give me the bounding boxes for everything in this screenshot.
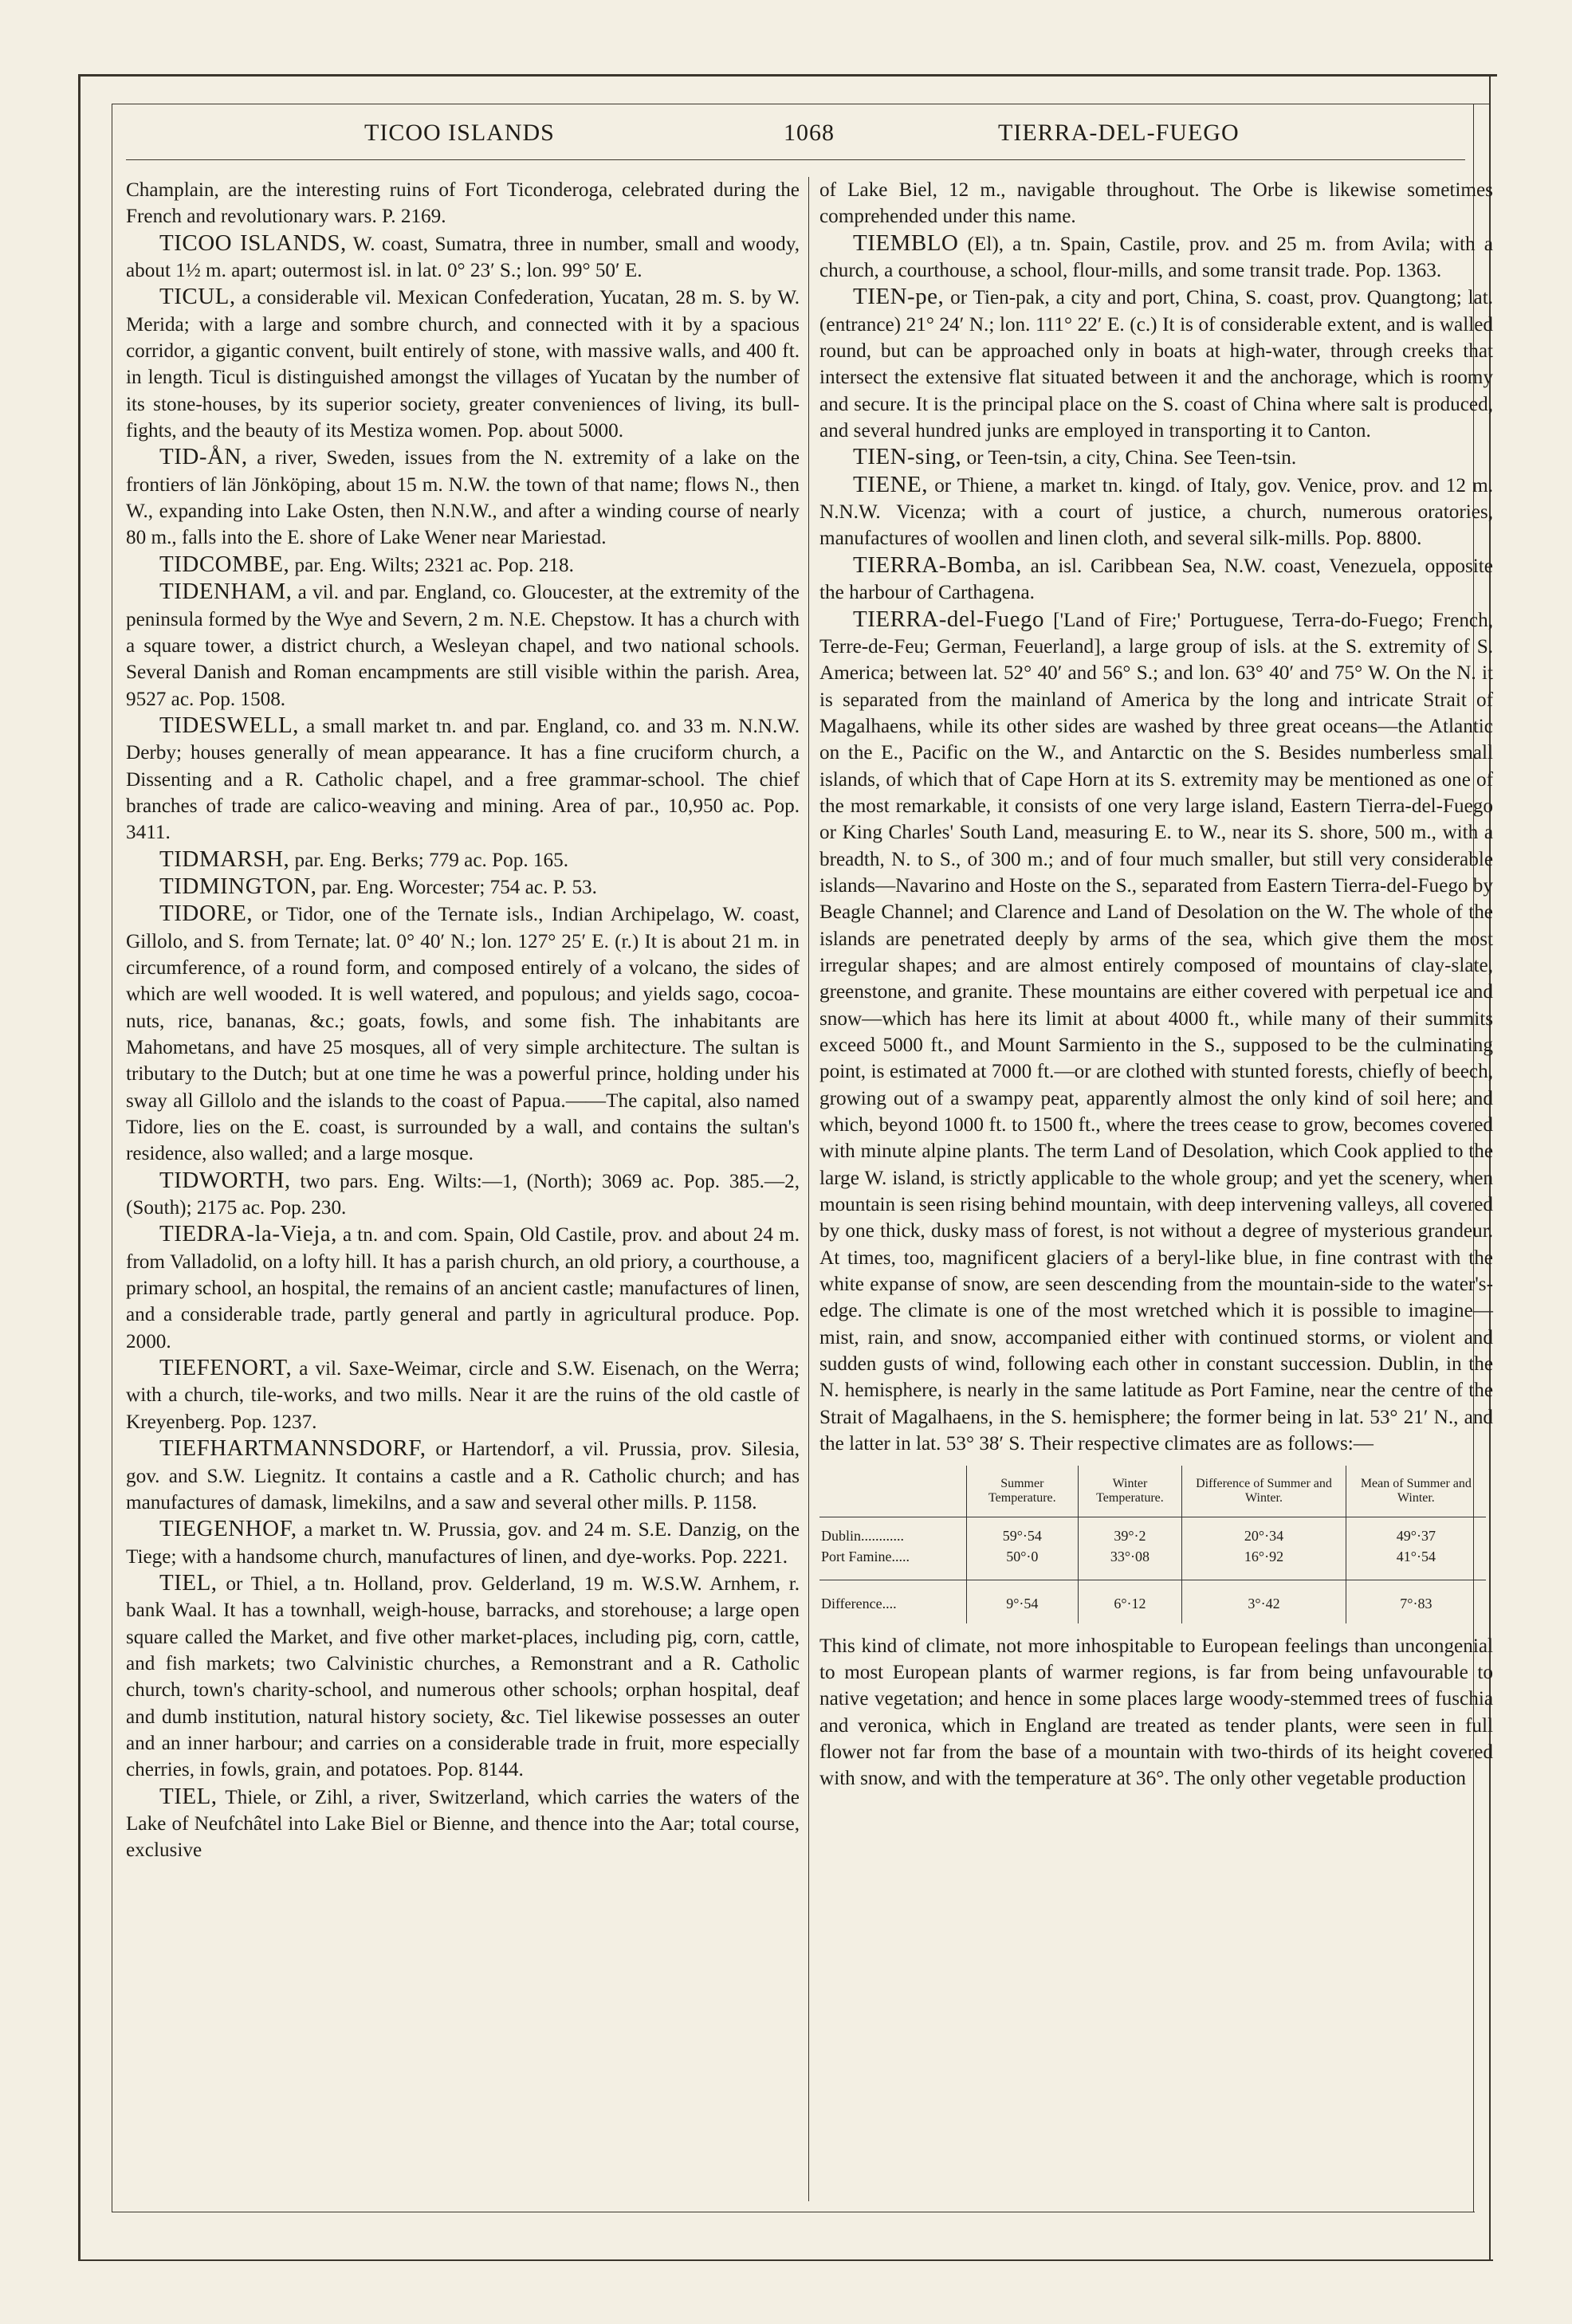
entry-headword: TIDMARSH,	[159, 846, 290, 872]
paragraph-continued: Champlain, are the interesting ruins of Fort Ticonderoga, celebrated during the French and revolutionary wars. P. 2169.	[126, 179, 800, 228]
entry-text: an isl. Caribbean Sea, N.W. coast, Venezuela, opposite the harbour of Carthagena.	[819, 555, 1493, 604]
gazetteer-entry	[126, 873, 800, 901]
entry-headword: TIEFENORT,	[159, 1355, 293, 1381]
frame-left-rule	[78, 74, 81, 2259]
gazetteer-entry	[126, 1570, 800, 1784]
table-cell: 59°·54	[967, 1517, 1079, 1546]
table-cell: 41°·54	[1346, 1546, 1486, 1580]
row-label: Difference....	[819, 1580, 967, 1623]
climate-col-difference: Difference of Summer and Winter.	[1182, 1466, 1346, 1517]
climate-col-mean: Mean of Summer and Winter.	[1346, 1466, 1486, 1517]
gazetteer-entry	[819, 472, 1493, 552]
right-column	[819, 177, 1493, 1792]
paragraph-continued: of Lake Biel, 12 m., navigable throughout. The Orbe is likewise sometimes comprehended under this name.	[819, 179, 1493, 228]
entry-text: a considerable vil. Mexican Confederation, Yucatan, 28 m. S. by W. Merida; with a large and sombre church, and connected with it by a spacious corridor, a gigantic convent, built entirely of stone, with massive walls, and 400 ft. in length. Ticul is distinguished amongst the villages of Yucatan by the number of its stone-houses, by its superior society, greater conveniences of living, its bull-fights, and the beauty of its Mestiza women. Pop. about 5000.	[126, 287, 800, 442]
entry-text: ['Land of Fire;' Portuguese, Terra-do-Fuego; French, Terre-de-Feu; German, Feuerland], a large group of isls. at the S. extremity of S. America; between lat. 52° 40′ and 56° S.; and lon. 63° 40′ and 75° W. On the N. it is separated from the mainland of America by the long and intricate Strait of Magalhaens, while its other sides are washed by three great oceans—the Atlantic on the E., Pacific on the W., and Antarctic on the S. Besides numberless small islands, of which that of Cape Horn at its S. extremity may be mentioned as one of the most remarkable, it consists of one very large island, Eastern Tierra-del-Fuego or King Charles' South Land, measuring E. to W., near its S. shore, 500 m., with a breadth, N. to S., of 300 m.; and of four much smaller, but still very considerable islands—Navarino and Hoste on the S., separated from Eastern Tierra-del-Fuego by Beagle Channel; and Clarence and Land of Desolation on the W. The whole of the islands are penetrated deeply by arms of the sea, which give them the most irregular shapes; and are almost entirely composed of mountains of clay-slate, greenstone, and granite. These mountains are either covered with perpetual ice and snow—which has here its limit at about 4000 ft., while many of their summits exceed 5000 ft., and Mount Sarmiento in the S., supposed to be the culminating point, is estimated at 7000 ft.—or are clothed with stunted forests, chiefly of beech, growing out of a swampy peat, apparently almost the only kind of soil here; and which, beyond 1000 ft. to 1500 ft., where the trees cease to grow, becomes covered with minute alpine plants. The term Land of Desolation, which Cook applied to the large W. island, is strictly applicable to the whole group; and yet the scenery, when mountain is seen rising behind mountain, with deep intervening valleys, all covered by one thick, dusky mass of forest, is not without a degree of mysterious grandeur. At times, too, magnificent glaciers of a beryl-like blue, in fine contrast with the white expanse of snow, are seen descending from the mountain-side to the water's-edge. The climate is one of the most wretched which it is possible to imagine—mist, rain, and snow, accompanied either with continued storms, or violent and sudden gusts of wind, following each other in constant succession. Dublin, in the N. hemisphere, is nearly in the same latitude as Port Famine, near the centre of the Strait of Magalhaens, in the S. hemisphere; the former being in lat. 53° 21′ N., and the latter in lat. 53° 38′ S. Their respective climates are as follows:—	[819, 609, 1493, 1455]
gazetteer-entry	[819, 552, 1493, 607]
entry-text: or Teen-tsin, a city, China. See Teen-tsin.	[961, 447, 1297, 469]
table-cell: 33°·08	[1078, 1546, 1182, 1580]
table-cell: 9°·54	[967, 1580, 1079, 1623]
entry-headword: TIDESWELL,	[159, 712, 299, 738]
climate-col-winter: Winter Temperature.	[1078, 1466, 1182, 1517]
entry-headword: TIDWORTH,	[159, 1167, 291, 1193]
entry-text: a vil. Saxe-Weimar, circle and S.W. Eisenach, on the Werra; with a church, tile-works, and two mills. Near it are the ruins of the old castle of Kreyenberg. Pop. 1237.	[126, 1358, 800, 1433]
gazetteer-entry	[126, 713, 800, 846]
row-label: Dublin............	[821, 1527, 905, 1544]
entry-text: two pars. Eng. Wilts:—1, (North); 3069 ac. Pop. 385.—2, (South); 2175 ac. Pop. 230.	[126, 1170, 800, 1219]
entry-text: a small market tn. and par. England, co. and 33 m. N.N.W. Derby; houses generally of mean appearance. It has a fine cruciform church, a Dissenting and a R. Catholic chapel, and a free grammar-school. The chief branches of trade are calico-weaving and mining. Area of par., 10,950 ac. Pop. 3411.	[126, 715, 800, 844]
entry-text: a market tn. W. Prussia, gov. and 24 m. S.E. Danzig, on the Tiege; with a handsome church, manufactures of linen, and dye-works. Pop. 2221.	[126, 1519, 800, 1568]
entry-text: par. Eng. Worcester; 754 ac. P. 53.	[316, 876, 597, 898]
table-cell: 3°·42	[1182, 1580, 1346, 1623]
gazetteer-entry	[126, 552, 800, 579]
header-right: TIERRA-DEL-FUEGO	[998, 120, 1240, 146]
entry-headword: TIDMINGTON,	[159, 873, 317, 899]
table-cell: 39°·2	[1078, 1517, 1182, 1546]
entry-headword: TIEN-sing,	[853, 444, 962, 470]
gazetteer-entry	[819, 444, 1493, 471]
entry-text: W. coast, Sumatra, three in number, small and woody, about 1½ m. apart; outermost isl. in lat. 0° 23′ S.; lon. 99° 50′ E.	[126, 233, 800, 282]
entry-headword: TIERRA-del-Fuego	[853, 606, 1044, 632]
table-cell: 7°·83	[1346, 1580, 1486, 1623]
gazetteer-entry	[126, 284, 800, 444]
entry-text: a tn. and com. Spain, Old Castile, prov. and about 24 m. from Valladolid, on a lofty hill. It has a parish church, an old priory, a courthouse, a primary school, an hospital, the remains of an ancient castle; manufactures of linen, and a considerable trade, partly general and partly in agricultural produce. Pop. 2000.	[126, 1224, 800, 1352]
entry-text: par. Eng. Wilts; 2321 ac. Pop. 218.	[289, 554, 574, 576]
table-cell: 6°·12	[1078, 1580, 1182, 1623]
entry-headword: TIDENHAM,	[159, 579, 293, 605]
gazetteer-entry	[126, 579, 800, 713]
entry-headword: TIEFHARTMANNSDORF,	[159, 1435, 426, 1462]
climate-table-header	[819, 1466, 1486, 1517]
entry-text: a vil. and par. England, co. Gloucester, at the extremity of the peninsula formed by the Wye and Severn, 2 m. N.E. Chepstow. It has a church with a square tower, a district church, a Wesleyan chapel, and two national schools. Several Danish and Roman encampments are still visible within the parish. Area, 9527 ac. Pop. 1508.	[126, 582, 800, 710]
gazetteer-entry	[126, 1355, 800, 1435]
entry-headword: TIDORE,	[159, 901, 253, 927]
gazetteer-entry	[126, 1221, 800, 1355]
table-cell: 16°·92	[1182, 1546, 1346, 1580]
paragraph-continued: This kind of climate, not more inhospitable to European feelings than uncongenial to most European plants of warmer regions, is far from being unfavourable to native vegetation; and hence in some places large woody-stemmed trees of fuschia and veronica, which in England are treated as tender plants, were seen in full flower not far from the base of a mountain with two-thirds of its height covered with snow, and with the temperature at 36°. The only other vegetable production	[819, 1635, 1493, 1790]
entry-text: or Thiene, a market tn. kingd. of Italy, gov. Venice, prov. and 12 m. N.N.W. Vicenza; with a court of justice, a church, numerous oratories, manufactures of woollen and linen cloth, and several silk-mills. Pop. 8800.	[819, 474, 1493, 550]
climate-row-difference	[819, 1580, 1486, 1623]
running-header	[136, 120, 1459, 158]
header-left: TICOO ISLANDS	[364, 120, 555, 146]
page-number: 1068	[784, 120, 835, 146]
entry-text: or Tien-pak, a city and port, China, S. coast, prov. Quangtong; lat. (entrance) 21° 24′ N.; lon. 111° 22′ E. (c.) It is of considerable extent, and is walled round, but can be approached only in boats at high-water, through creeks that intersect the extensive flat situated between it and the anchorage, which is roomy and secure. It is the principal place on the S. coast of China where salt is produced, and several hundred junks are employed in transporting it to Canton.	[819, 287, 1493, 442]
gazetteer-entry	[126, 901, 800, 1167]
entry-headword: TIEDRA-la-Vieja,	[159, 1221, 337, 1247]
entry-headword: TIENE,	[853, 471, 928, 497]
entry-headword: TICUL,	[159, 284, 236, 310]
left-column	[126, 177, 800, 1864]
table-cell: 49°·37	[1346, 1517, 1486, 1546]
entry-headword: TIEMBLO	[853, 230, 959, 256]
gazetteer-entry	[126, 1435, 800, 1516]
entry-text: or Tidor, one of the Ternate isls., Indian Archipelago, W. coast, Gillolo, and S. from Ternate; lat. 0° 40′ N.; lon. 127° 25′ E. (r.) It is about 21 m. in circumference, of a round form, and composed entirely of a volcano, the sides of which are well wooded. It is well watered, and populous; and yields sago, cocoa-nuts, rice, bananas, &c.; goats, fowls, and some fish. The inhabitants are Mahometans, and have 25 mosques, all of very simple architecture. The sultan is tributary to the Dutch; but at one time he was a powerful prince, holding under his sway all Gillolo and the islands to the coast of Papua.——The capital, also named Tidore, lies on the E. coast, is surrounded by a wall, and contains the sultan's residence, also walled; and a large mosque.	[126, 904, 800, 1165]
gazetteer-entry	[819, 284, 1493, 444]
table-cell: 20°·34	[1182, 1517, 1346, 1546]
table-cell: 50°·0	[967, 1546, 1079, 1580]
entry-headword: TID-ÅN,	[159, 444, 248, 470]
header-rule	[126, 159, 1465, 160]
row-label: Port Famine.....	[821, 1548, 910, 1564]
climate-table-corner	[819, 1466, 967, 1517]
climate-table	[819, 1466, 1486, 1623]
entry-headword: TIEN-pe,	[853, 284, 945, 310]
entry-text: (El), a tn. Spain, Castile, prov. and 25 m. from Avila; with a church, a courthouse, a school, flour-mills, and some transit trade. Pop. 1363.	[819, 233, 1493, 282]
climate-row-port-famine	[819, 1546, 1486, 1580]
gazetteer-entry	[126, 444, 800, 551]
gazetteer-entry	[126, 1168, 800, 1222]
right-column-entries	[819, 177, 1493, 1458]
gazetteer-entry	[126, 1784, 800, 1864]
frame-bottom-rule	[78, 2259, 1493, 2261]
climate-row-dublin	[819, 1517, 1486, 1546]
entry-text: par. Eng. Berks; 779 ac. Pop. 165.	[289, 849, 569, 871]
entry-headword: TIEL,	[159, 1569, 218, 1596]
entry-headword: TIEGENHOF,	[159, 1516, 297, 1542]
gazetteer-entry	[819, 607, 1493, 1458]
gazetteer-entry	[126, 1516, 800, 1570]
gazetteer-entry	[126, 230, 800, 285]
entry-text: or Thiel, a tn. Holland, prov. Gelderland, 19 m. W.S.W. Arnhem, r. bank Waal. It has a townhall, weigh-house, barracks, and storehouse; a large open square called the Market, and five other market-places, including pig, corn, cattle, and fish markets; two Calvinistic churches, a Remonstrant and a R. Catholic church, town's charity-school, and numerous other schools; orphan hospital, deaf and dumb institution, natural history society, &c. Tiel likewise possesses an outer and an inner harbour; and carries on a considerable trade in fruit, more especially cherries, in fowls, grain, and potatoes. Pop. 8144.	[126, 1572, 800, 1781]
gazetteer-entry	[819, 230, 1493, 285]
entry-headword: TIDCOMBE,	[159, 551, 290, 577]
entry-headword: TIEL,	[159, 1783, 218, 1809]
frame-top-rule	[78, 74, 1497, 77]
entry-text: a river, Sweden, issues from the N. extremity of a lake on the frontiers of län Jönköping, about 15 m. N.W. the town of that name; flows N., then W., expanding into Lake Osten, then N.N.W., and after a winding course of nearly 80 m., falls into the E. shore of Lake Wener near Mariestad.	[126, 447, 800, 549]
entry-text: Thiele, or Zihl, a river, Switzerland, which carries the waters of the Lake of Neufchâtel into Lake Biel or Bienne, and thence into the Aar; total course, exclusive	[126, 1786, 800, 1862]
entry-headword: TIERRA-Bomba,	[853, 552, 1022, 578]
column-divider	[808, 177, 809, 2201]
entry-text: or Hartendorf, a vil. Prussia, prov. Silesia, gov. and S.W. Liegnitz. It contains a castle and a R. Catholic church; and has manufactures of damask, limekilns, and a saw and several other mills. P. 1158.	[126, 1439, 800, 1513]
climate-col-summer: Summer Temperature.	[967, 1466, 1079, 1517]
entry-headword: TICOO ISLANDS,	[159, 230, 347, 256]
gazetteer-entry	[126, 846, 800, 873]
